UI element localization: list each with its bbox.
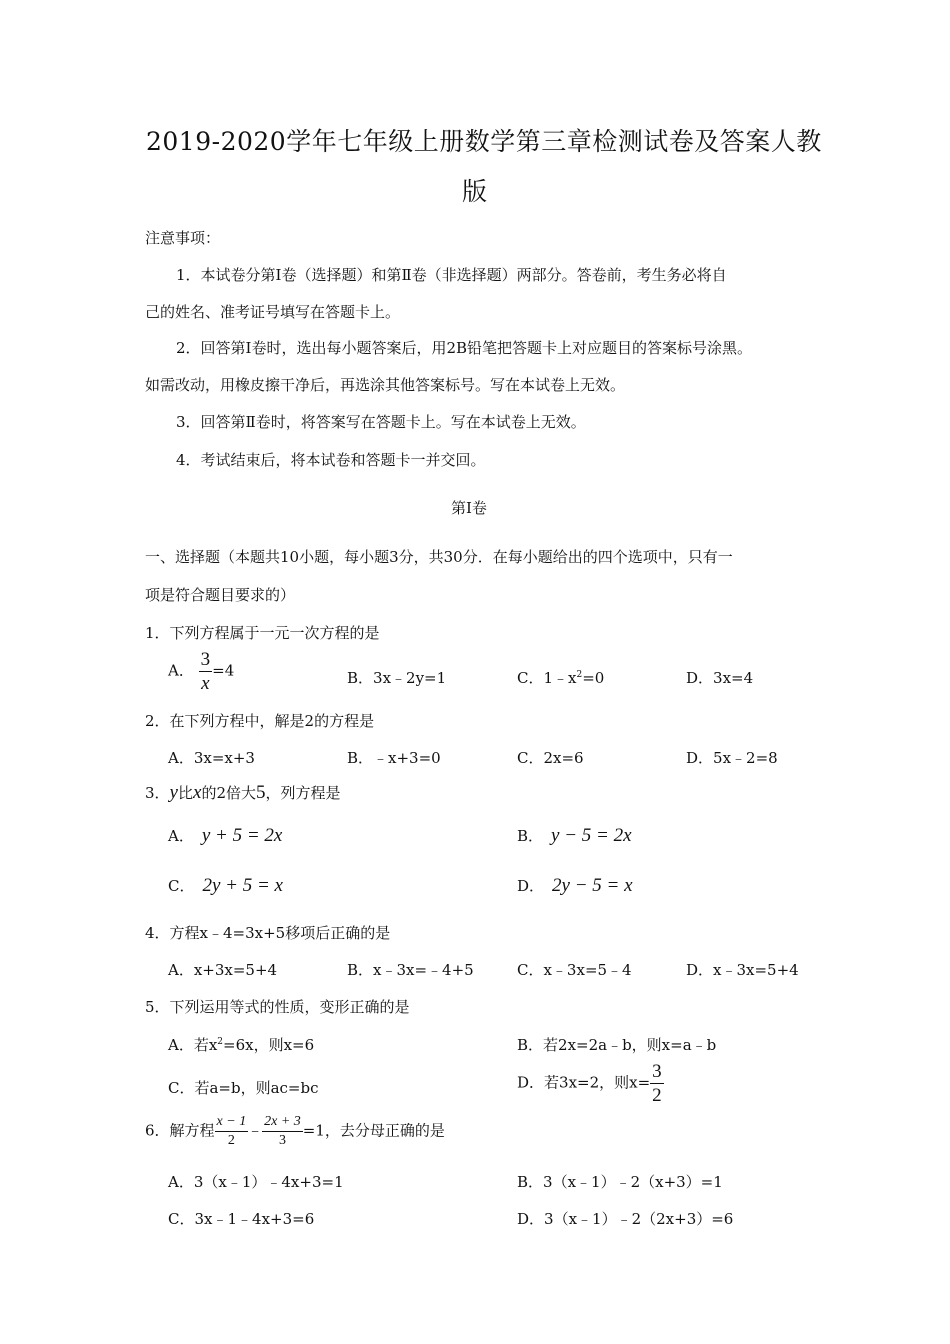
question-1-option-d — [686, 667, 753, 688]
option-c-post: =0 — [582, 669, 605, 687]
note-4: 4．考试结束后，将本试卷和答题卡一并交回。 — [176, 451, 486, 469]
question-5-stem: 5．下列运用等式的性质，变形正确的是 — [145, 998, 410, 1016]
option-d-pre: D．若3x=2，则x= — [517, 1073, 651, 1092]
question-4-option-d: D．x﹣3x=5+4 — [686, 961, 799, 979]
option-a-expr: y + 5 = 2x — [201, 825, 283, 846]
fraction-numerator: 3 — [652, 1061, 662, 1082]
stem-text-3: ，列方程是 — [265, 784, 341, 802]
question-4-option-b: B．x﹣3x=﹣4+5 — [347, 961, 474, 979]
option-d-expr: 2y − 5 = x — [552, 875, 633, 896]
stem-text-1: 比 — [177, 784, 193, 802]
question-1-option-a — [168, 650, 234, 693]
question-4-stem: 4．方程x﹣4=3x+5移项后正确的是 — [145, 924, 391, 942]
note-1-line1: 1．本试卷分第Ⅰ卷（选择题）和第Ⅱ卷（非选择题）两部分。答卷前，考生务必将自 — [176, 266, 727, 284]
question-number: 3． — [145, 784, 170, 802]
fraction-3-over-x — [199, 650, 213, 693]
option-a-post: =6x，则x=6 — [223, 1036, 315, 1054]
option-label: D． — [686, 669, 714, 687]
note-2-line2: 如需改动，用橡皮擦干净后，再选涂其他答案标号。写在本试卷上无效。 — [145, 376, 626, 394]
question-4-option-c: C．x﹣3x=5﹣4 — [517, 961, 632, 979]
note-2-line1: 2．回答第Ⅰ卷时，选出每小题答案后，用2B铅笔把答题卡上对应题目的答案标号涂黑。 — [176, 339, 753, 357]
fraction-denominator: 2 — [652, 1085, 662, 1106]
volume-heading: 第Ⅰ卷 — [451, 499, 487, 517]
option-label: B． — [347, 669, 374, 687]
stem-text-2: 的2倍大 — [201, 784, 256, 802]
option-b-expr: y − 5 = 2x — [551, 825, 632, 846]
question-6-option-a: A．3（x﹣1）﹣4x+3=1 — [168, 1173, 344, 1191]
question-6-stem — [145, 1115, 445, 1148]
question-5-option-d — [517, 1062, 664, 1105]
question-6-option-b: B．3（x﹣1）﹣2（x+3）=1 — [517, 1173, 723, 1191]
question-5-option-c: C．若a=b，则ac=bc — [168, 1079, 319, 1097]
option-a-rest: =4 — [212, 661, 235, 680]
question-3-option-b — [517, 825, 632, 847]
fraction-numerator: 2x + 3 — [262, 1115, 303, 1132]
fraction-x-minus-1-over-2 — [215, 1115, 249, 1148]
number-five: 5 — [255, 782, 266, 803]
superscript: 2 — [576, 670, 583, 680]
fraction-numerator: x − 1 — [215, 1115, 249, 1132]
question-2-option-b: B．﹣x+3=0 — [347, 749, 441, 767]
equals-one: =1 — [302, 1121, 325, 1140]
question-1-option-b — [347, 667, 446, 688]
question-2-option-d: D．5x﹣2=8 — [686, 749, 778, 767]
question-6-option-d: D．3（x﹣1）﹣2（2x+3）=6 — [517, 1210, 734, 1228]
question-3-option-a — [168, 825, 282, 847]
question-5-option-a — [168, 1034, 314, 1055]
fraction-numerator: 3 — [200, 649, 211, 670]
option-c-pre: 1﹣x — [543, 669, 577, 687]
option-label: D． — [517, 877, 545, 895]
fraction-3-over-2 — [650, 1062, 664, 1105]
option-label: A． — [168, 661, 194, 680]
question-1-stem: 1．下列方程属于一元一次方程的是 — [145, 624, 380, 642]
option-b-text: 3x﹣2y=1 — [373, 669, 447, 687]
option-label: C． — [168, 877, 195, 895]
option-a-pre: A．若x — [168, 1036, 218, 1054]
question-4-option-a: A．x+3x=5+4 — [168, 961, 278, 979]
stem-post: ，去分母正确的是 — [324, 1121, 445, 1140]
variable-x: x — [193, 782, 202, 803]
page-title-line2: 版 — [462, 177, 488, 206]
question-6-option-c: C．3x﹣1﹣4x+3=6 — [168, 1210, 315, 1228]
notes-heading: 注意事项： — [145, 229, 221, 247]
question-5-option-b: B．若2x=2a﹣b，则x=a﹣b — [517, 1036, 717, 1054]
question-3-option-c — [168, 875, 283, 897]
variable-y: y — [169, 782, 178, 803]
note-3: 3．回答第Ⅱ卷时，将答案写在答题卡上。写在本试卷上无效。 — [176, 413, 586, 431]
option-c-expr: 2y + 5 = x — [202, 875, 283, 896]
minus-sign: − — [251, 1124, 260, 1140]
option-label: A． — [168, 827, 194, 845]
question-2-option-c: C．2x=6 — [517, 749, 584, 767]
question-1-option-c — [517, 667, 604, 688]
option-label: B． — [517, 827, 544, 845]
section-heading-line2: 项是符合题目要求的） — [145, 586, 296, 604]
option-label: C． — [517, 669, 544, 687]
page-title-line1: 2019-2020学年七年级上册数学第三章检测试卷及答案人教 — [146, 127, 822, 156]
option-d-text: 3x=4 — [713, 669, 754, 687]
question-3-stem — [145, 782, 341, 804]
fraction-denominator: x — [201, 673, 210, 694]
section-heading-line1: 一、选择题（本题共10小题，每小题3分，共30分．在每小题给出的四个选项中，只有一 — [145, 548, 733, 566]
question-2-option-a: A．3x=x+3 — [168, 749, 255, 767]
fraction-denominator: 2 — [227, 1133, 235, 1148]
stem-pre: 6．解方程 — [145, 1121, 215, 1140]
superscript: 2 — [217, 1037, 224, 1047]
note-1-line2: 己的姓名、准考证号填写在答题卡上。 — [145, 303, 401, 321]
question-2-stem: 2．在下列方程中，解是2的方程是 — [145, 712, 375, 730]
fraction-2x-plus-3-over-3 — [262, 1115, 303, 1148]
question-3-option-d — [517, 875, 633, 897]
fraction-denominator: 3 — [278, 1133, 286, 1148]
